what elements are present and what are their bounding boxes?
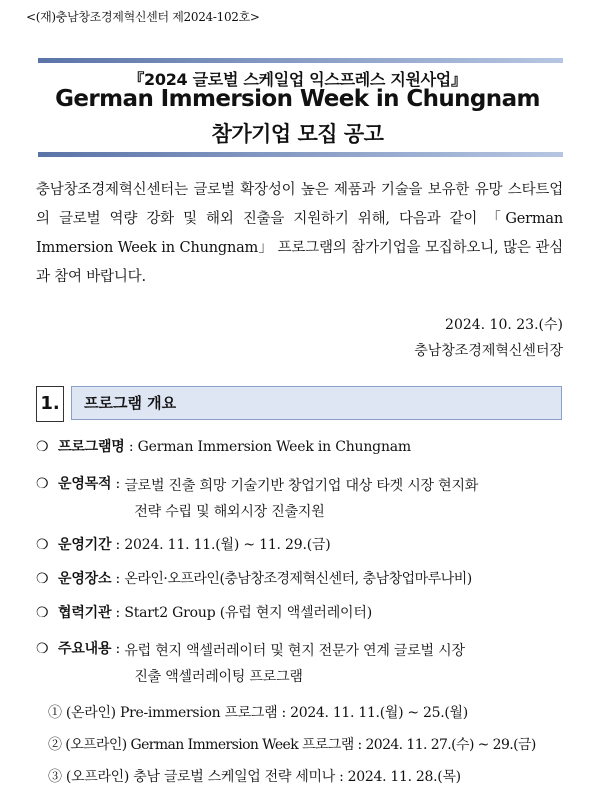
item-label: 운영장소 [58, 571, 112, 587]
intro-paragraph: 충남창조경제혁신센터는 글로벌 확장성이 높은 제품과 기술을 보유한 유망 스타트업의 글로벌 역량 강화 및 해외 진출을 지원하기 위해, 다음과 같이 「German Immersion Week in Chungnam」 프로그램의 참가기업을 모집하오니, 많은 관심과 참여 바랍니다. [36, 182, 563, 285]
bullet-icon: ❍ [36, 641, 49, 657]
issuer-name: 충남창조경제혁신센터장 [414, 343, 563, 359]
section-number: 1. [36, 386, 64, 422]
item-line: 진출 액셀러레이팅 프로그램 [134, 669, 303, 685]
item-label: 협력기관 [58, 605, 112, 621]
item-content [124, 568, 563, 590]
bullet-icon: ❍ [36, 537, 49, 553]
section-title: 프로그램 개요 [84, 394, 177, 412]
bottom-rule [38, 152, 563, 157]
item-main-content [36, 638, 563, 690]
sub-item-pre-immersion: ① (온라인) Pre-immersion 프로그램 : 2024. 11. 11.(월) ~ 25.(월) [48, 705, 468, 721]
item-content [124, 602, 563, 624]
sub-item-seminar: ③ (오프라인) 충남 글로벌 스케일업 전략 세미나 : 2024. 11. 28.(목) [48, 769, 461, 785]
item-line: German Immersion Week in Chungnam [137, 439, 411, 455]
title-event: German Immersion Week in Chungnam [55, 86, 540, 112]
item-program-name [36, 436, 563, 458]
item-line: 2024. 11. 11.(월) ~ 11. 29.(금) [124, 537, 331, 553]
item-period [36, 534, 563, 556]
item-purpose [36, 473, 563, 525]
item-line: 온라인·오프라인(충남창조경제혁신센터, 충남창업마루나비) [124, 571, 472, 587]
item-location [36, 568, 563, 590]
item-line: Start2 Group (유럽 현지 액셀러레이터) [124, 605, 372, 621]
item-sep: : [111, 605, 125, 621]
section-header [71, 386, 562, 420]
title-announcement: 참가기업 모집 공고 [211, 122, 384, 146]
item-line: 전략 수립 및 해외시장 진출지원 [134, 504, 325, 520]
item-label: 운영목적 [58, 476, 112, 492]
item-label: 프로그램명 [58, 439, 125, 455]
item-content [138, 436, 563, 458]
item-sep: : [111, 537, 125, 553]
top-rule [38, 58, 563, 63]
item-label: 주요내용 [58, 641, 112, 657]
item-sep: : [124, 439, 138, 455]
document-number: <(재)충남창조경제혁신센터 제2024-102호> [26, 10, 260, 24]
bullet-icon: ❍ [36, 476, 49, 492]
item-partner [36, 602, 563, 624]
title-program: 『2024 글로벌 스케일업 익스프레스 지원사업』 [128, 70, 467, 89]
bullet-icon: ❍ [36, 571, 49, 587]
item-line: 유럽 현지 액셀러레이터 및 현지 전문가 연계 글로벌 시장 [124, 643, 465, 659]
sub-item-immersion-week: ② (오프라인) German Immersion Week 프로그램 : 2024. 11. 27.(수) ~ 29.(금) [48, 737, 536, 753]
item-label: 운영기간 [58, 537, 112, 553]
item-content [124, 638, 563, 690]
item-sep: : [111, 571, 125, 587]
item-sep: : [111, 476, 125, 492]
bullet-icon: ❍ [36, 605, 49, 621]
item-content [124, 473, 563, 525]
announcement-date: 2024. 10. 23.(수) [445, 317, 563, 333]
item-sep: : [111, 641, 125, 657]
item-line: 글로벌 진출 희망 기술기반 창업기업 대상 타겟 시장 현지화 [124, 478, 479, 494]
bullet-icon: ❍ [36, 439, 49, 455]
item-content [124, 534, 563, 556]
